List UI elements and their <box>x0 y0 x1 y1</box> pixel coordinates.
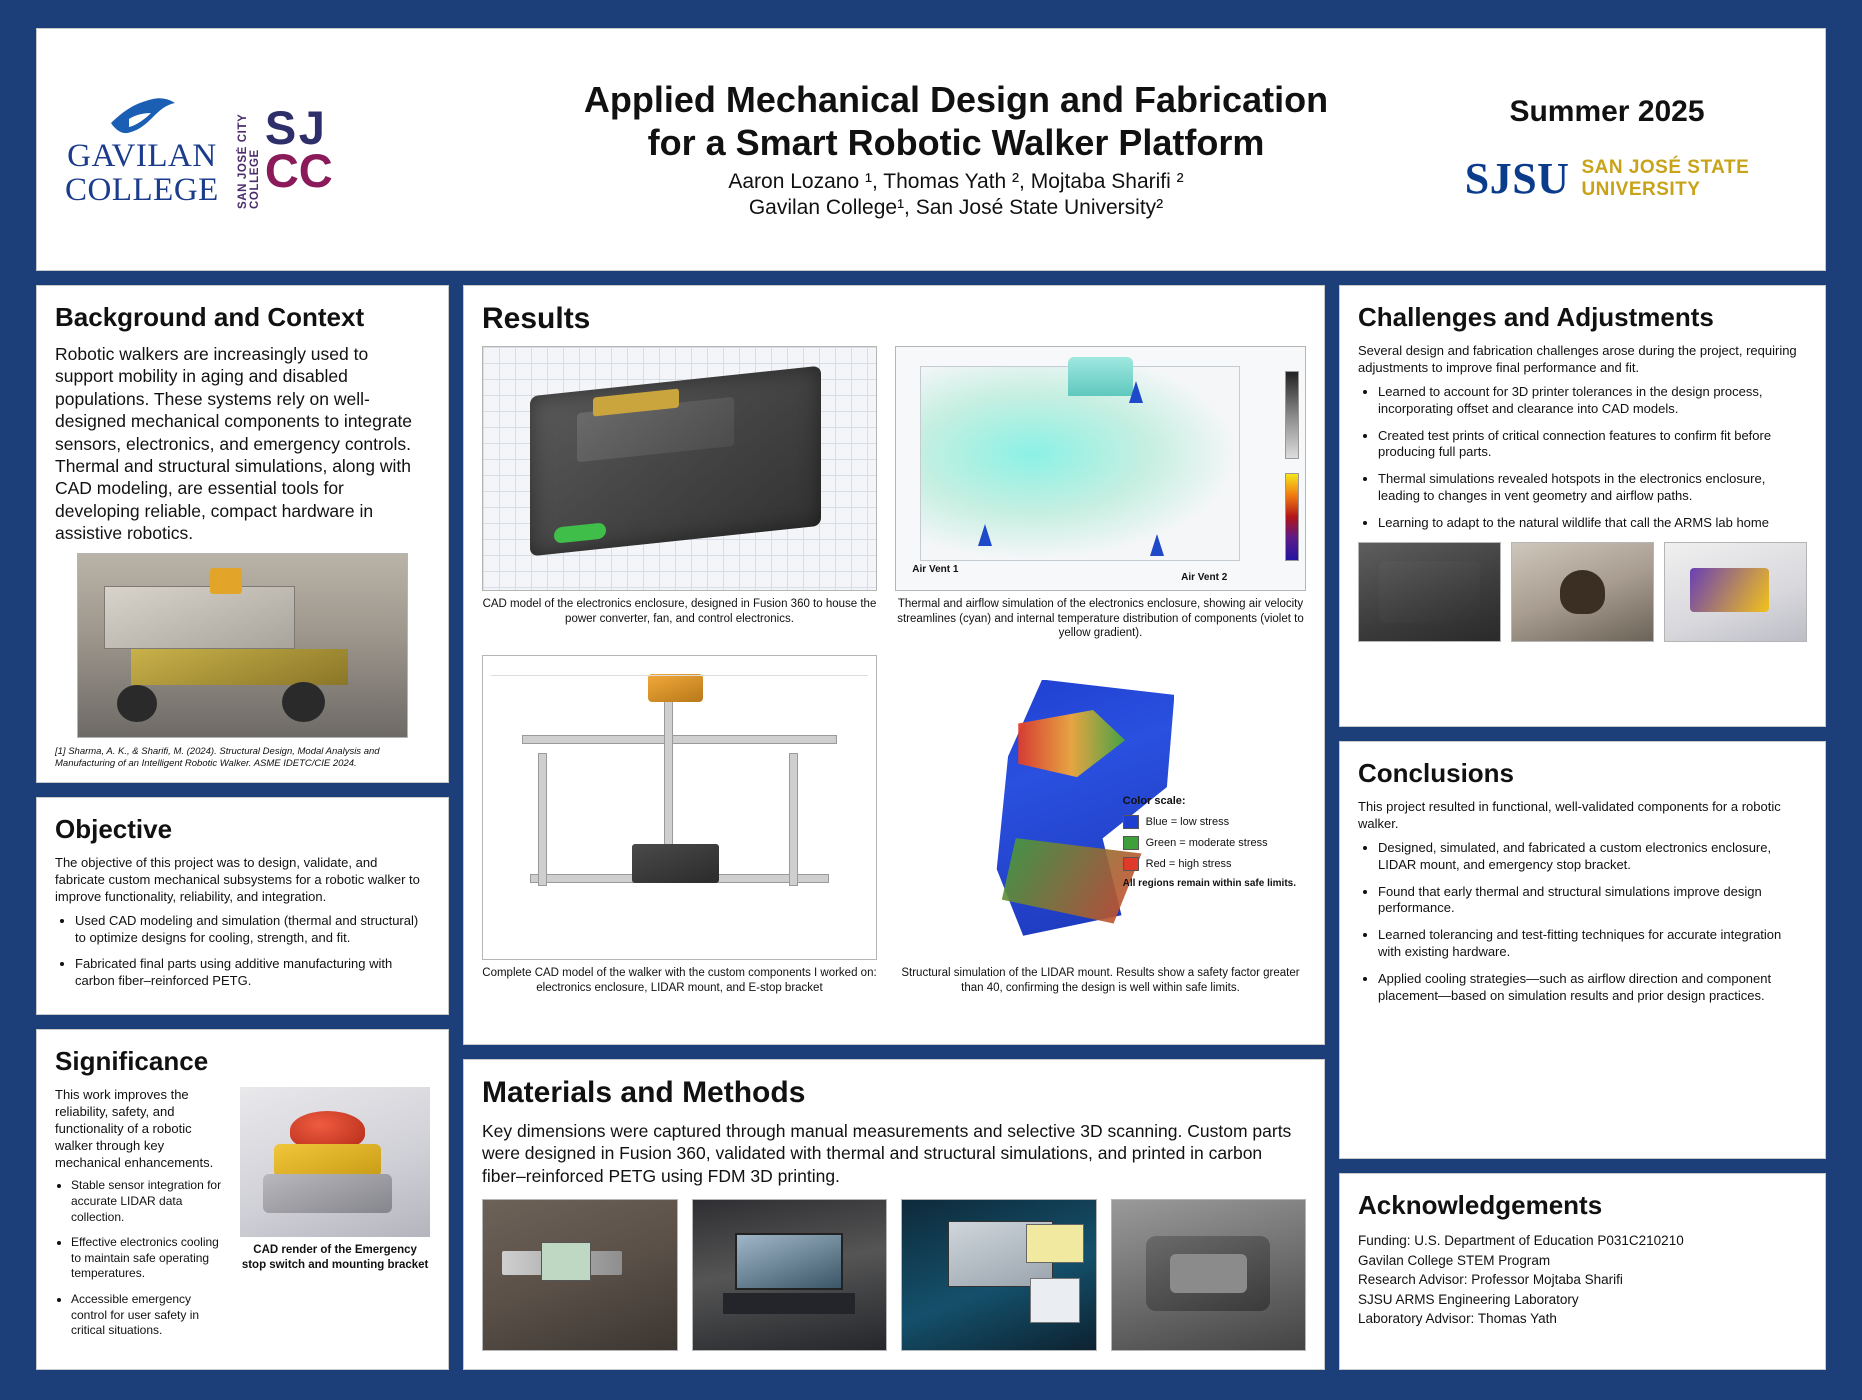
poster-body <box>36 285 1826 1370</box>
left-column <box>36 285 449 1370</box>
poster-title <box>505 79 1407 164</box>
conclusions-text: This project resulted in functional, well-validated components for a robotic walker. <box>1358 799 1781 831</box>
significance-heading: Significance <box>55 1046 209 1076</box>
color-scale-title: Color scale: <box>1122 795 1186 808</box>
legend-label-red: Red = high stress <box>1145 858 1232 871</box>
legend-row-blue <box>1123 815 1296 829</box>
objective-section <box>36 797 449 1015</box>
legend-safety-note: All regions remain within safe limits. <box>1122 878 1296 890</box>
estop-render-caption: CAD render of the Emergency stop switch and mounting bracket <box>241 1244 429 1271</box>
sjsu-name-line2: UNIVERSITY <box>1581 178 1701 200</box>
challenges-text: Several design and fabrication challenges arose during the project, requiring adjustments to improve final performance and fit. <box>1358 343 1797 375</box>
printed-tray-photo <box>1358 542 1501 642</box>
poster-header <box>36 28 1826 271</box>
sjsu-name-line1: SAN JOSÉ STATE <box>1581 157 1750 179</box>
laptop-3d-scan-photo <box>692 1199 888 1351</box>
term-label: Summer 2025 <box>1509 95 1705 128</box>
temperature-legend-strip <box>1285 473 1299 560</box>
background-text: Robotic walkers are increasingly used to support mobility in aging and disabled populations. These systems rely on well-designed mechanical components to integrate sensors, electronics, and emergency controls. Thermal and structural simulations, along with CAD modeling, are essential tools for developing reliable, compact hardware in assistive robotics. <box>55 344 413 544</box>
significance-text: This work improves the reliability, safety, and functionality of a robotic walker through key mechanical enhancements. <box>55 1087 214 1170</box>
airflow-arrow-1 <box>978 524 992 546</box>
poster <box>36 28 1826 1372</box>
significance-bullet-3: • Accessible emergency control for user safety in critical situations. <box>71 1292 230 1339</box>
challenges-heading: Challenges and Adjustments <box>1358 302 1714 332</box>
left-logos <box>65 91 495 209</box>
legend-row-red <box>1123 857 1296 871</box>
challenges-bullet-4: • Learning to adapt to the natural wildlife that call the ARMS lab home <box>1378 515 1807 532</box>
conclusions-section <box>1339 741 1826 1159</box>
title-block <box>495 79 1417 220</box>
walker-prototype-photo <box>77 553 408 738</box>
poster-title-line2: for a Smart Robotic Walker Platform <box>647 121 1265 163</box>
significance-bullet-1: • Stable sensor integration for accurate LIDAR data collection. <box>71 1178 230 1225</box>
objective-bullet-1: • Used CAD modeling and simulation (thermal and structural) to optimize designs for cooling, strength, and fit. <box>75 913 430 947</box>
conclusions-bullet-3: • Learned tolerancing and test-fitting techniques for accurate integration with existing hardware. <box>1378 927 1807 961</box>
thermal-enclosure-volume <box>920 366 1239 560</box>
right-header <box>1417 95 1797 204</box>
background-heading: Background and Context <box>55 302 365 332</box>
thermal-sim-thumbnail <box>1664 542 1807 642</box>
affiliation-list: Gavilan College¹, San José State University² <box>748 195 1164 219</box>
legend-swatch-green <box>1123 836 1139 850</box>
gavilan-logo-line2: COLLEGE <box>65 171 219 208</box>
air-vent-1-label: Air Vent 1 <box>912 564 959 576</box>
challenges-bullet-3: • Thermal simulations revealed hotspots in the electronics enclosure, leading to changes in vent geometry and airflow paths. <box>1378 471 1807 505</box>
enclosure-cad-figure <box>482 346 877 591</box>
materials-heading: Materials and Methods <box>482 1076 806 1109</box>
conclusions-bullet-4: • Applied cooling strategies—such as airflow direction and component placement—based on simulation results and prior design practices. <box>1378 971 1807 1005</box>
figure2-caption: Thermal and airflow simulation of the electronics enclosure, showing air velocity streamlines (cyan) and internal temperature distribution of components (violet to yellow gradient). <box>897 598 1304 640</box>
conclusions-heading: Conclusions <box>1358 758 1515 788</box>
middle-column <box>463 285 1325 1370</box>
background-reference: [1] Sharma, A. K., & Sharifi, M. (2024). Structural Design, Modal Analysis and Manufacturing of an Intelligent Robotic Walker. ASME IDETC/CIE 2024. <box>55 745 380 769</box>
sjcc-letter-c1: C <box>264 143 299 197</box>
materials-methods-section <box>463 1059 1325 1370</box>
sjsu-logo <box>1417 153 1797 204</box>
sjcc-letter-s: S <box>264 101 297 155</box>
legend-label-blue: Blue = low stress <box>1145 816 1230 829</box>
air-vent-2-label: Air Vent 2 <box>1181 571 1228 583</box>
airflow-arrow-2 <box>1129 381 1143 403</box>
legend-label-green: Green = moderate stress <box>1145 837 1268 850</box>
sjsu-wordmark: SJSU <box>1464 154 1570 203</box>
sjcc-letters <box>264 101 333 197</box>
objective-bullets <box>55 913 430 991</box>
sjcc-vertical-text: SAN JOSÉ CITY COLLEGE <box>236 113 261 209</box>
acknowledgement-line-2: Gavilan College STEM Program <box>1358 1252 1551 1268</box>
author-list: Aaron Lozano ¹, Thomas Yath ², Mojtaba Sharifi ² <box>728 169 1184 193</box>
cricket-photo <box>1511 542 1654 642</box>
acknowledgement-line-1: Funding: U.S. Department of Education P031C210210 <box>1358 1233 1684 1248</box>
figure4-caption: Structural simulation of the LIDAR mount. Results show a safety factor greater than 40, confirming the design is well within safe limits. <box>901 967 1300 994</box>
background-section <box>36 285 449 783</box>
velocity-legend-strip <box>1285 371 1299 458</box>
challenges-section <box>1339 285 1826 727</box>
caliper-measurement-photo <box>482 1199 678 1351</box>
challenges-bullet-2: • Created test prints of critical connection features to confirm fit before producing full parts. <box>1378 428 1807 462</box>
materials-text: Key dimensions were captured through manual measurements and selective 3D scanning. Custom parts were designed in Fusion 360, validated with thermal and structural simulations, and printed in carbon fiber–reinforced PETG using FDM 3D printing. <box>482 1121 1292 1186</box>
objective-bullet-2: • Fabricated final parts using additive manufacturing with carbon fiber–reinforced PETG. <box>75 956 430 990</box>
results-heading: Results <box>482 302 591 335</box>
significance-bullet-2: • Effective electronics cooling to maintain safe operating temperatures. <box>71 1235 230 1282</box>
sjcc-letter-j: J <box>298 101 325 155</box>
conclusions-bullet-2: • Found that early thermal and structural simulations improve design performance. <box>1378 884 1807 918</box>
legend-row-green <box>1123 836 1296 850</box>
acknowledgements-section <box>1339 1173 1826 1370</box>
stress-color-legend <box>1123 795 1296 891</box>
conclusions-bullet-1: • Designed, simulated, and fabricated a custom electronics enclosure, LIDAR mount, and emergency stop bracket. <box>1378 840 1807 874</box>
legend-swatch-blue <box>1123 815 1139 829</box>
thermal-sim-figure <box>895 346 1306 591</box>
significance-bullets <box>55 1178 230 1338</box>
sjsu-name <box>1581 157 1749 200</box>
results-section <box>463 285 1325 1045</box>
gavilan-college-logo <box>65 93 219 207</box>
structural-sim-figure <box>895 655 1306 960</box>
objective-heading: Objective <box>55 814 173 844</box>
acknowledgements-heading: Acknowledgements <box>1358 1190 1603 1220</box>
figure1-caption: CAD model of the electronics enclosure, designed in Fusion 360 to house the power converter, fan, and control electronics. <box>482 598 877 625</box>
right-column <box>1339 285 1826 1370</box>
figure3-caption: Complete CAD model of the walker with the custom components I worked on: electronics enclosure, LIDAR mount, and E-stop bracket <box>482 967 877 994</box>
acknowledgement-line-5: Laboratory Advisor: Thomas Yath <box>1358 1311 1557 1327</box>
acknowledgement-line-3: Research Advisor: Professor Mojtaba Sharifi <box>1358 1272 1623 1288</box>
walker-cad-figure <box>482 655 877 960</box>
conclusions-bullets <box>1358 840 1807 1005</box>
airflow-arrow-3 <box>1150 534 1164 556</box>
printed-bracket-photo <box>1111 1199 1307 1351</box>
dove-icon <box>105 93 179 139</box>
sjcc-logo <box>237 91 333 209</box>
significance-section <box>36 1029 449 1370</box>
challenges-bullet-1: • Learned to account for 3D printer tolerances in the design process, incorporating offset and clearance into CAD models. <box>1378 384 1807 418</box>
materials-photo-row <box>482 1199 1306 1351</box>
poster-title-line1: Applied Mechanical Design and Fabrication <box>583 79 1329 121</box>
gavilan-logo-line1: GAVILAN <box>67 137 217 174</box>
estop-cad-render <box>240 1087 430 1237</box>
acknowledgement-line-4: SJSU ARMS Engineering Laboratory <box>1358 1291 1579 1307</box>
legend-swatch-red <box>1123 857 1139 871</box>
objective-text: The objective of this project was to design, validate, and fabricate custom mechanical subsystems for a robotic walker to improve functionality, reliability, and integration. <box>55 855 420 904</box>
challenges-bullets <box>1358 384 1807 532</box>
printer-touchscreen-photo <box>901 1199 1097 1351</box>
sjcc-letter-c2: C <box>298 143 333 197</box>
